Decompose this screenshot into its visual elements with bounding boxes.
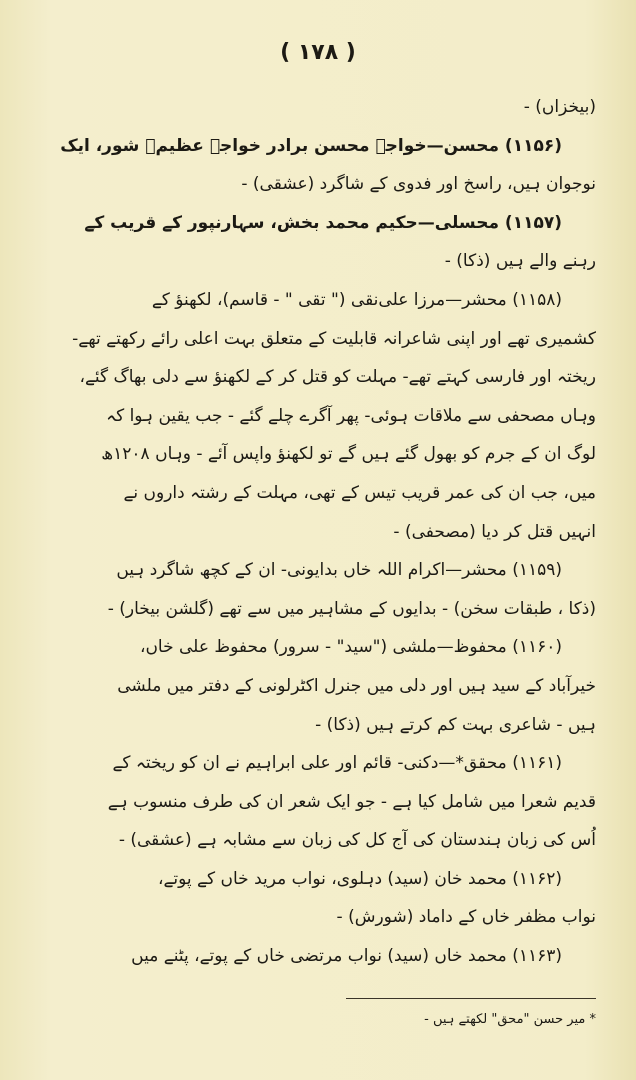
entry-1157-line: (۱۱۵۷) محسلی—حکیم محمد بخش، سہارنپور کے قریب کے <box>84 212 562 233</box>
text-line: لوگ ان کے جرم کو بھول گئے ہیں گے تو لکھنؤ واپس آئے - وہاں ۱۲۰۸ھ <box>101 444 596 465</box>
entry-1162-line: (۱۱۶۲) محمد خان (سید) دہلوی، نواب مرید خاں کے پوتے، <box>157 868 562 889</box>
text-line: کشمیری تھے اور اپنی شاعرانہ قابلیت کے متعلق بہت اعلی رائے رکھتے تھے- <box>72 328 596 349</box>
entry-1161-line: (۱۱۶۱) محقق*—دکنی- قائم اور علی ابراہیم نے ان کو ریختہ کے <box>112 753 562 774</box>
text-line: انہیں قتل کر دیا (مصحفی) - <box>393 521 596 542</box>
text-line: قدیم شعرا میں شامل کیا ہے - جو ایک شعر ان کی طرف منسوب ہے <box>107 791 596 812</box>
footnote-divider <box>346 998 596 999</box>
text-line: ہیں - شاعری بہت کم کرتے ہیں (ذکا) - <box>315 714 596 735</box>
entry-1156-line: (۱۱۵۶) محسن—خواجہ محسن برادر خواجہ عظیمؔ شور، ایک <box>60 135 562 156</box>
text-line: ریختہ اور فارسی کہتے تھے- مہلت کو قتل کر کے لکھنؤ سے دلی بھاگ گئے، <box>79 367 596 388</box>
text-line: میں، جب ان کی عمر قریب تیس کے تھی، مہلت کے رشتہ داروں نے <box>123 482 596 503</box>
entry-1158-line: (۱۱۵۸) محشر—مرزا علی‌نقی (" تقی " - قاسم)، لکھنؤ کے <box>151 289 562 310</box>
text-line: وہاں مصحفی سے ملاقات ہوئی- پھر آگرے چلے گئے - جب یقین ہوا کہ <box>106 405 596 426</box>
text-line: (بیخزاں) - <box>523 97 596 117</box>
text-line: نوجوان ہیں، راسخ اور فدوی کے شاگرد (عشقی) - <box>241 174 596 195</box>
text-line: رہنے والے ہیں (ذکا) - <box>444 251 596 272</box>
entry-1160-line: (۱۱۶۰) محفوظ—ملشی ("سید" - سرور) محفوظ علی خاں، <box>139 637 562 658</box>
entry-1159-line: (۱۱۵۹) محشر—اکرام اللہ خاں بدایونی- ان کے کچھ شاگرد ہیں <box>116 560 562 581</box>
text-line: خیرآباد کے سید ہیں اور دلی میں جنرل اکٹرلونی کے دفتر میں ملشی <box>117 675 596 696</box>
page-number: ( ۱۷۸ ) <box>280 40 356 65</box>
text-line: اُس کی زبان ہندستان کی آج کل کی زبان سے مشابہ ہے (عشقی) - <box>118 830 596 851</box>
text-line: نواب مظفر خاں کے داماد (شورش) - <box>336 907 596 928</box>
entry-1163-line: (۱۱۶۳) محمد خاں (سید) نواب مرتضی خاں کے پوتے، پٹنے میں <box>131 946 562 967</box>
body-text <box>40 88 596 976</box>
text-line: (ذکا ، طبقات سخن) - بدایوں کے مشاہیر میں سے تھے (گلشن بیخار) - <box>107 598 596 619</box>
footnote: * میر حسن "محق" لکھتے ہیں - <box>424 1012 596 1027</box>
